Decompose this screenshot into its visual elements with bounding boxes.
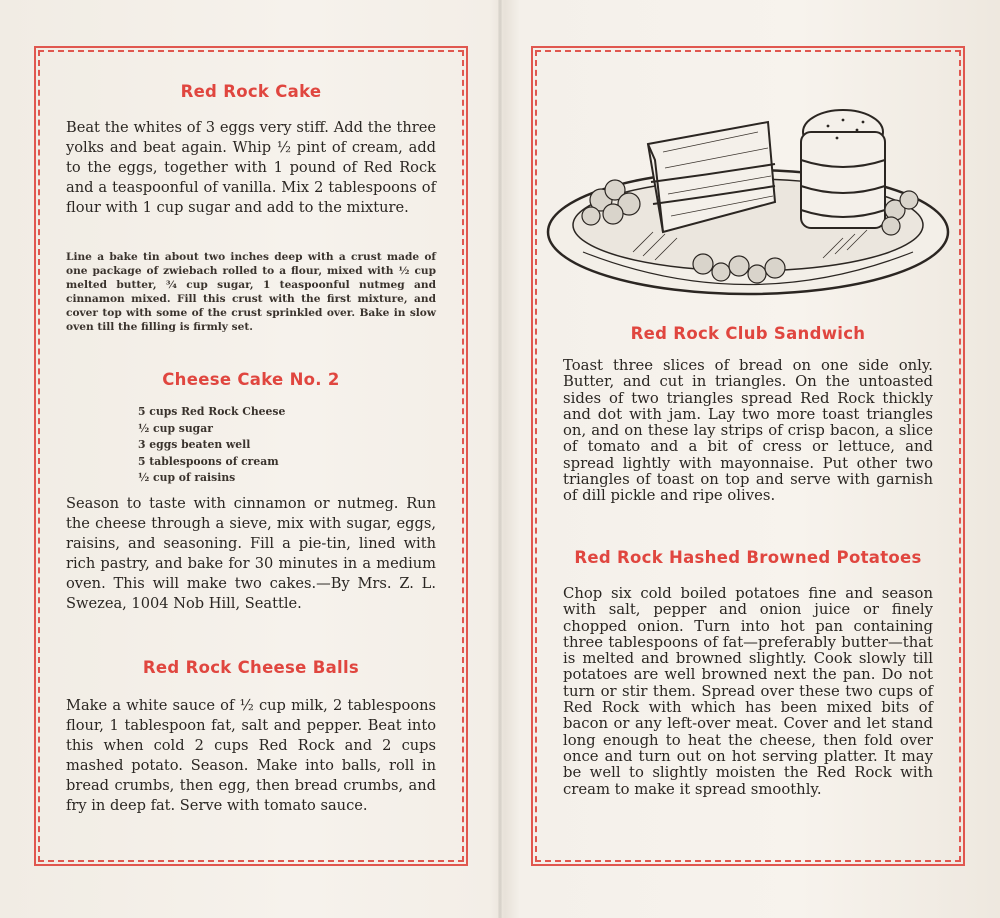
ingredient-item: 3 eggs beaten well bbox=[138, 438, 251, 451]
right-recipe-panel bbox=[535, 50, 961, 862]
page-fold bbox=[498, 0, 502, 918]
red-rock-cake-note: Line a bake tin about two inches deep with a crust made of one package of zwiebach rolled to a flour, mixed with ½ cup melted butter, ¾ cup sugar, 1 teaspoonful nutmeg and cinnamon mixed. Fill this crust with the first mixture, and cover top with some of the crust sprinkled over. Bake in slow oven till the filling is firmly set. bbox=[66, 251, 436, 333]
club-sandwich-text: Toast three slices of bread on one side only. Butter, and cut in triangles. On the untoasted sides of two triangles spread Red Rock thickly and dot with jam. Lay two more toast triangles on, and on these lay strips of crisp bacon, a slice of tomato and a bit of cress or lettuce, and spread lightly with mayonnaise. Put other two triangles of toast on top and serve with garnish of dill pickle and ripe olives. bbox=[563, 357, 933, 505]
ingredient-item: ½ cup of raisins bbox=[138, 471, 236, 484]
ingredient-item: 5 cups Red Rock Cheese bbox=[138, 405, 286, 418]
red-rock-cake-title: Red Rock Cake bbox=[180, 82, 322, 101]
club-sandwich-title: Red Rock Club Sandwich bbox=[630, 324, 866, 343]
red-rock-cake-text: Beat the whites of 3 eggs very stiff. Add the three yolks and beat again. Whip ½ pint of cream, add to the eggs, together with 1 pound of Red Rock and a teaspoonful of vanilla. Mix 2 tablespoons of flour with 1 cup sugar and add to the mixture. bbox=[66, 119, 436, 216]
ingredient-item: ½ cup sugar bbox=[138, 421, 213, 435]
left-recipe-panel bbox=[38, 50, 464, 862]
cheese-cake-text: Season to taste with cinnamon or nutmeg. Run the cheese through a sieve, mix with sugar, eggs, raisins, and seasoning. Fill a pie-tin, lined with rich pastry, and bake for 30 minutes in a medium oven. This will make two cakes.—By Mrs. Z. L. Swezea, 1004 Nob Hill, Seattle. bbox=[66, 495, 436, 612]
cheese-cake-ingredients bbox=[66, 404, 436, 487]
ingredient-item: 5 tablespoons of cream bbox=[138, 454, 279, 468]
cheese-balls-title: Red Rock Cheese Balls bbox=[142, 658, 360, 677]
cheese-balls-text: Make a white sauce of ½ cup milk, 2 tablespoons flour, 1 tablespoon fat, salt and pepper. Beat into this when cold 2 cups Red Rock and 2 cups mashed potato. Season. Make into balls, roll in bread crumbs, then egg, then bread crumbs, and fry in deep fat. Serve with tomato sauce. bbox=[66, 697, 436, 814]
hashed-potatoes-title: Red Rock Hashed Browned Potatoes bbox=[574, 548, 922, 567]
hashed-potatoes-text: Chop six cold boiled potatoes fine and season with salt, pepper and onion juice or finely chopped onion. Turn into hot pan containing three tablespoons of fat—preferably butter—that is melted and browned slightly. Cook slowly till potatoes are well browned next the pan. Do not turn or stir them. Spread over these two cups of Red Rock with which has been mixed bits of bacon or any left-over meat. Cover and let stand long enough to heat the cheese, then fold over once and turn out on hot serving platter. It may be well to slightly moisten the Red Rock with cream to make it spread smoothly. bbox=[563, 585, 933, 798]
cheese-cake-title: Cheese Cake No. 2 bbox=[162, 370, 340, 389]
